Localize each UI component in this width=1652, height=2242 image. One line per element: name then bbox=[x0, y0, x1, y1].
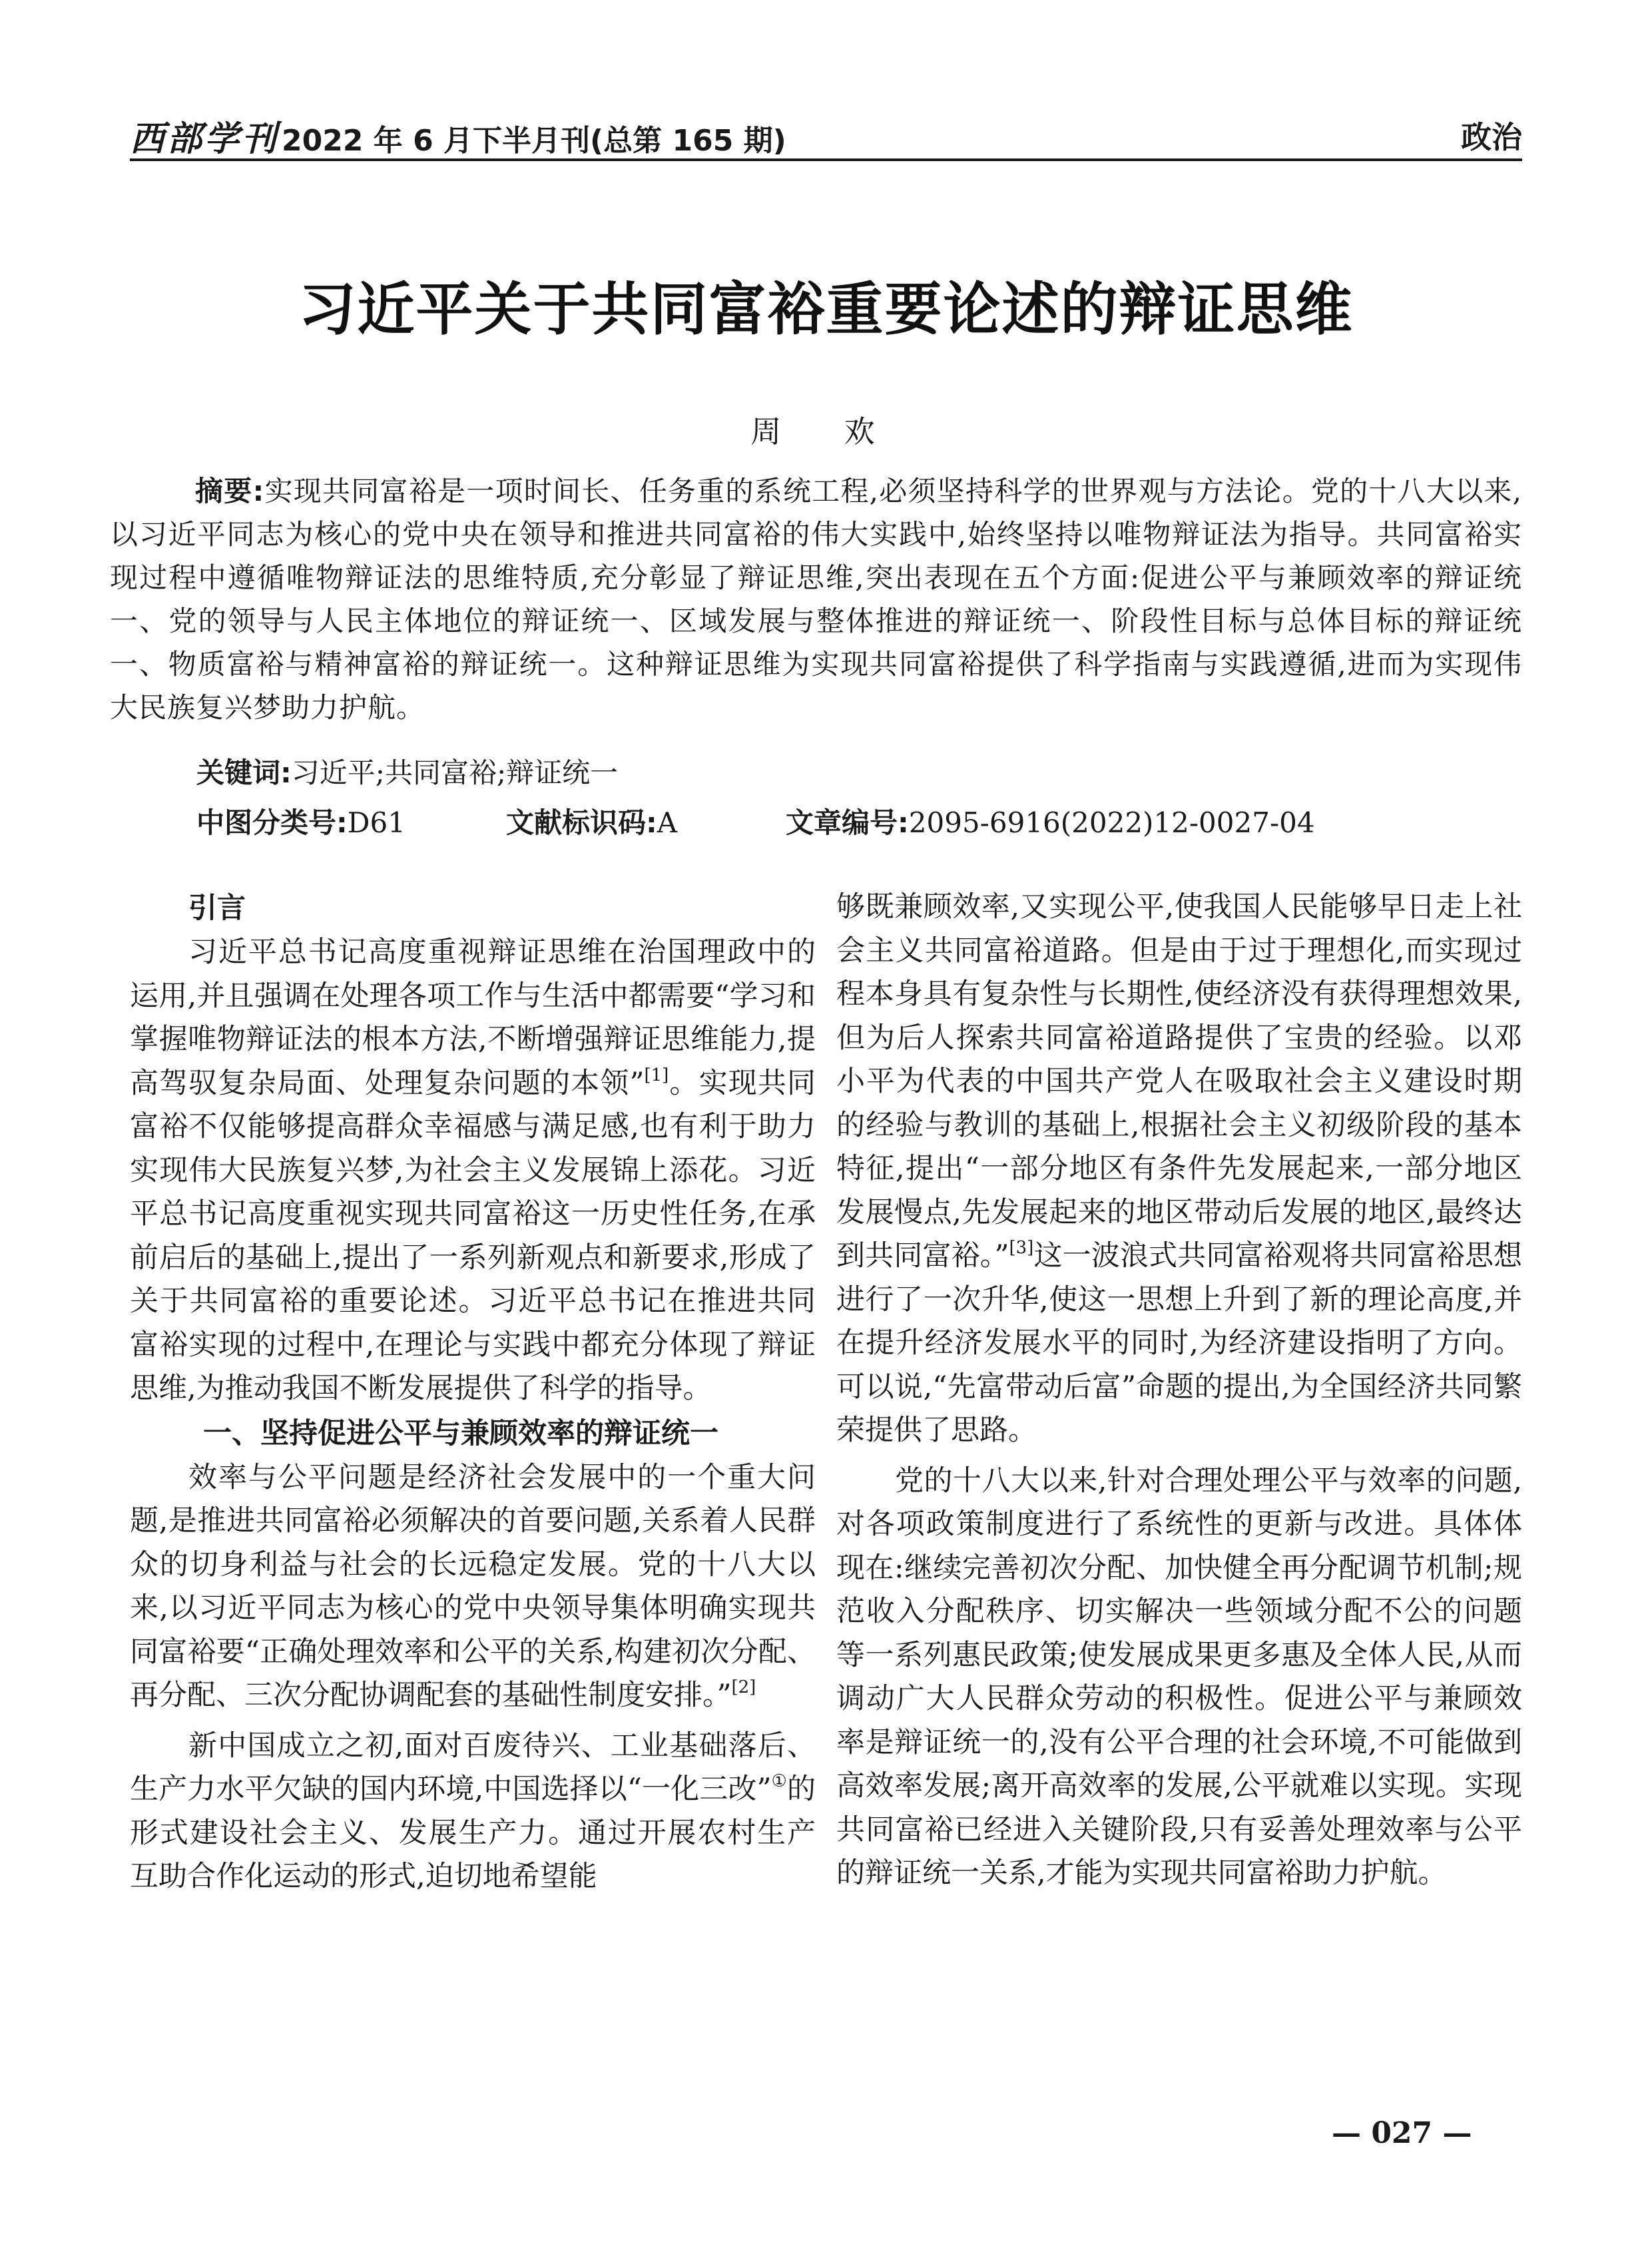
article-meta bbox=[196, 801, 1522, 841]
paragraph-5: 党的十八大以来,针对合理处理公平与效率的问题,对各项政策制度进行了系统性的更新与改进。具体体现在:继续完善初次分配、加快健全再分配调节机制;规范收入分配秩序、切实解决一些领域分配不公的问题等一系列惠民政策;使发展成果更多惠及全体人民,从而调动广大人民群众劳动的积极性。促进公平与兼顾效率是辩证统一的,没有公平合理的社会环境,不可能做到高效率发展;离开高效率的发展,公平就难以实现。实现共同富裕已经进入关键阶段,只有妥善处理效率与公平的辩证统一关系,才能为实现共同富裕助力护航。 bbox=[836, 1464, 1522, 1890]
intro-text-b: 。实现共同富裕不仅能够提高群众幸福感与满足感,也有利于助力实现伟大民族复兴梦,为社会主义发展锦上添花。习近平总书记高度重视实现共同富裕这一历史性任务,在承前启后的基础上,提出了一系列新观点和新要求,形成了关于共同富裕的重要论述。习近平总书记在推进共同富裕实现的过程中,在理论与实践中都充分体现了辩证思维,为推动我国不断发展提供了科学的指导。 bbox=[130, 1066, 816, 1405]
keywords bbox=[196, 751, 618, 791]
document-code bbox=[506, 801, 786, 841]
keywords-text: 习近平;共同富裕;辩证统一 bbox=[291, 756, 619, 789]
journal-logo: 西部学刊 bbox=[130, 118, 280, 159]
paragraph-4-text-a: 够既兼顾效率,又实现公平,使我国人民能够早日走上社会主义共同富裕道路。但是由于过于理想化,而实现过程本身具有复杂性与长期性,使经济没有获得理想效果,但为后人探索共同富裕道路提供了宝贵的经验。以邓小平为代表的中国共产党人在吸取社会主义建设时期的经验与教训的基础上,根据社会主义初级阶段的基本特征,提出“一部分地区有条件先发展起来,一部分地区发展慢点,先发展起来的地区带动后发展的地区,最终达到共同富裕。” bbox=[836, 890, 1522, 1272]
intro-heading: 引言 bbox=[188, 892, 246, 925]
paragraph-3-text-a: 新中国成立之初,面对百废待兴、工业基础落后、生产力水平欠缺的国内环境,中国选择以“一化三改” bbox=[130, 1729, 816, 1806]
intro-paragraph bbox=[130, 931, 816, 1411]
right-column bbox=[836, 886, 1522, 1896]
citation-2: [2] bbox=[731, 1677, 756, 1697]
doc-code-value: A bbox=[657, 806, 678, 839]
left-column bbox=[130, 886, 816, 1899]
article-number-value: 2095-6916(2022)12-0027-04 bbox=[908, 806, 1315, 839]
doc-code-label: 文献标识码: bbox=[506, 806, 657, 839]
paragraph-3 bbox=[130, 1725, 816, 1899]
paragraph-4-text-b: 这一波浪式共同富裕观将共同富裕思想进行了一次升华,使这一思想上升到了新的理论高度,并在提升经济发展水平的同时,为经济建设指明了方向。可以说,“先富带动后富”命题的提出,为全国经济共同繁荣提供了思路。 bbox=[836, 1239, 1523, 1447]
clc-value: D61 bbox=[347, 806, 406, 839]
abstract-text: 实现共同富裕是一项时间长、任务重的系统工程,必须坚持科学的世界观与方法论。党的十八大以来,以习近平同志为核心的党中央在领导和推进共同富裕的伟大实践中,始终坚持以唯物辩证法为指导。共同富裕实现过程中遵循唯物辩证法的思维特质,充分彰显了辩证思维,突出表现在五个方面:促进公平与兼顾效率的辩证统一、党的领导与人民主体地位的辩证统一、区域发展与整体推进的辩证统一、阶段性目标与总体目标的辩证统一、物质富裕与精神富裕的辩证统一。这种辩证思维为实现共同富裕提供了科学指南与实践遵循,进而为实现伟大民族复兴梦助力护航。 bbox=[110, 475, 1522, 724]
paragraph-4 bbox=[836, 886, 1522, 1453]
article-number bbox=[786, 801, 1315, 841]
journal-issue-block bbox=[130, 111, 786, 160]
intro-text-a: 习近平总书记高度重视辩证思维在治国理政中的运用,并且强调在处理各项工作与生活中都需要“学习和掌握唯物辩证法的根本方法,不断增强辩证思维能力,提高驾驭复杂局面、处理复杂问题的本领” bbox=[130, 936, 816, 1100]
article-number-label: 文章编号: bbox=[786, 806, 909, 839]
author-name: 周 欢 bbox=[750, 414, 902, 449]
page-number: — 027 — bbox=[1332, 2116, 1472, 2150]
paragraph-2 bbox=[130, 1456, 816, 1718]
paragraph-2-text: 效率与公平问题是经济社会发展中的一个重大问题,是推进共同富裕必须解决的首要问题,关系着人民群众的切身利益与社会的长远稳定发展。党的十八大以来,以习近平同志为核心的党中央领导集体明确实现共同富裕要“正确处理效率和公平的关系,构建初次分配、再分配、三次分配协调配套的基础性制度安排。” bbox=[130, 1460, 816, 1712]
abstract-label: 摘要: bbox=[195, 475, 265, 507]
section-1-heading: 一、坚持促进公平与兼顾效率的辩证统一 bbox=[203, 1416, 718, 1450]
clc-label: 中图分类号: bbox=[196, 806, 348, 839]
footnote-marker-1: ① bbox=[771, 1771, 787, 1791]
paragraph-3-text-b: 的形式建设社会主义、发展生产力。通过开展农村生产互助合作化运动的形式,迫切地希望能 bbox=[130, 1773, 816, 1893]
abstract bbox=[110, 469, 1522, 729]
citation-1: [1] bbox=[644, 1065, 669, 1085]
section-name: 政治 bbox=[1461, 119, 1522, 155]
keywords-label: 关键词: bbox=[196, 756, 292, 789]
clc-number bbox=[196, 801, 506, 841]
running-header bbox=[130, 112, 1522, 161]
article-title: 习近平关于共同富裕重要论述的辩证思维 bbox=[298, 276, 1354, 343]
issue-info: 2022 年 6 月下半月刊(总第 165 期) bbox=[282, 123, 786, 158]
citation-3: [3] bbox=[1009, 1238, 1034, 1258]
